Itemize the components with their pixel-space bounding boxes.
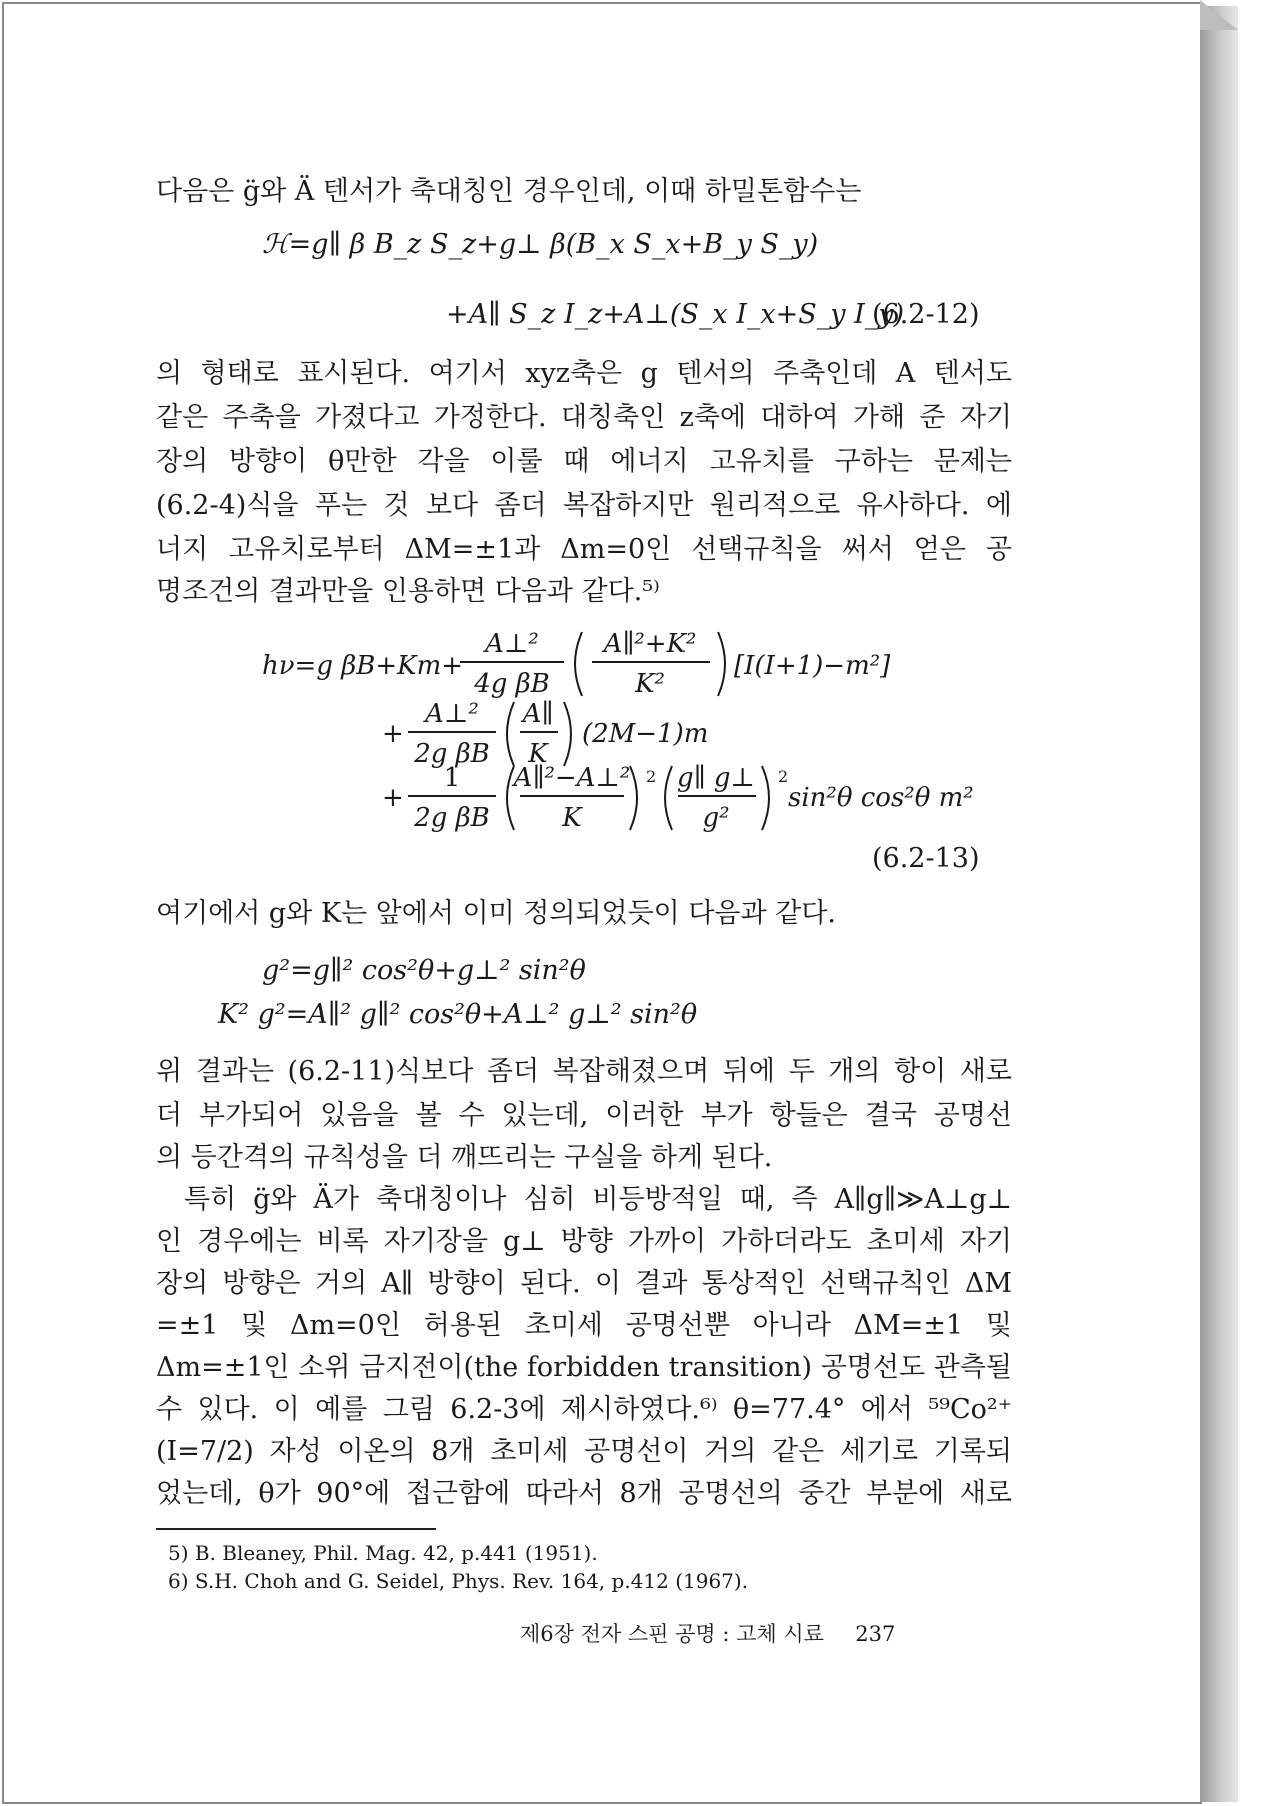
para4-line: 특히 g͏̈와 Ä가 축대칭이나 심히 비등방적일 때, 즉 A∥g∥≫A⊥g⊥	[184, 1184, 1012, 1215]
eq-6-2-12-line1: ℋ=g∥ β B_z S_z+g⊥ β(B_x S_x+B_y S_y)	[262, 229, 819, 260]
eq13-t3-b-lparen	[665, 766, 672, 830]
definition-g-squared: g²=g∥² cos²θ+g⊥² sin²θ	[262, 955, 586, 986]
eq13-t2-den: 2g βB	[414, 739, 490, 769]
eq13-t2-rparen	[564, 702, 571, 766]
eq13-t3-a-den: K	[562, 803, 582, 833]
para4-line: 장의 방향은 거의 A∥ 방향이 된다. 이 결과 통상적인 선택규칙인 ΔM	[156, 1268, 1012, 1299]
eq13-t3-b-rparen	[762, 766, 769, 830]
para3-line: 더 부가되어 있음을 볼 수 있는데, 이러한 부가 항들은 결국 공명선	[156, 1100, 1012, 1131]
eq13-t1-in-den: K²	[635, 669, 665, 699]
eq13-lhs: hν=g βB+Km+	[262, 651, 464, 681]
eq13-t3-den: 2g βB	[414, 803, 490, 833]
footnote: 6) S.H. Choh and G. Seidel, Phys. Rev. 164, p.412 (1967).	[168, 1569, 749, 1593]
para4-line: Δm=±1인 소위 금지전이(the forbidden transition) 공명선도 관측될	[156, 1352, 1012, 1383]
book-spine	[1200, 6, 1238, 1802]
para1-line: 의 형태로 표시된다. 여기서 xyz축은 g 텐서의 주축인데 A 텐서도	[156, 358, 1012, 389]
footer-chapter: 제6장 전자 스핀 공명 : 고체 시료	[520, 1622, 824, 1646]
eq13-t3-tail: sin²θ cos²θ m²	[788, 783, 974, 813]
para4-line: =±1 및 Δm=0인 허용된 초미세 공명선뿐 아니라 ΔM=±1 및	[156, 1310, 1012, 1341]
para4-line: 수 있다. 이 예를 그림 6.2-3에 제시하였다.⁶⁾ θ=77.4° 에서 ⁵⁹Co²⁺	[156, 1394, 1012, 1425]
para4-line: 인 경우에는 비록 자기장을 g⊥ 방향 가까이 가하더라도 초미세 자기	[156, 1226, 1012, 1257]
para1-line: (6.2-4)식을 푸는 것 보다 좀더 복잡하지만 원리적으로 유사하다. 에	[156, 490, 1012, 521]
eq13-t2-in-num: A∥	[522, 699, 554, 729]
eq13-plus: +	[382, 783, 404, 813]
definition-k-squared: K² g²=A∥² g∥² cos²θ+A⊥² g⊥² sin²θ	[218, 999, 698, 1030]
page-number: 237	[855, 1622, 896, 1646]
eq-6-2-12-number: (6.2-12)	[872, 299, 980, 330]
intro-line: 다음은 g͏̈와 Ä 텐서가 축대칭인 경우인데, 이때 하밀톤함수는	[156, 176, 862, 207]
eq13-t2-lparen	[507, 702, 514, 766]
running-footer	[520, 1620, 895, 1648]
eq13-t1-tail: [I(I+1)−m²]	[734, 651, 891, 681]
eq13-t3-b-exp: 2	[778, 767, 789, 786]
para1-line: 너지 고유치로부터 ΔM=±1과 Δm=0인 선택규칙을 써서 얻은 공	[156, 534, 1012, 565]
para1-line: 명조건의 결과만을 인용하면 다음과 같다.⁵⁾	[156, 576, 660, 607]
para3-line: 위 결과는 (6.2-11)식보다 좀더 복잡해졌으며 뒤에 두 개의 항이 새로	[156, 1056, 1012, 1087]
footnote-divider	[156, 1528, 436, 1530]
eq-6-2-12-line2: +A∥ S_z I_z+A⊥(S_x I_x+S_y I_y)	[446, 299, 905, 330]
eq13-t1-rparen	[718, 632, 725, 696]
eq13-t1-num: A⊥²	[485, 629, 539, 659]
para3-line: 의 등간격의 규칙성을 더 깨뜨리는 구실을 하게 된다.	[156, 1142, 773, 1173]
eq-6-2-13-number: (6.2-13)	[872, 843, 980, 874]
para4-line: (I=7/2) 자성 이온의 8개 초미세 공명선이 거의 같은 세기로 기록되	[156, 1436, 1012, 1467]
eq13-t3-b-den: g²	[702, 803, 730, 833]
para4-line: 었는데, θ가 90°에 접근함에 따라서 8개 공명선의 중간 부분에 새로	[156, 1478, 1012, 1509]
eq13-t3-a-exp: 2	[646, 767, 657, 786]
eq13-t2-num: A⊥²	[425, 699, 479, 729]
eq13-t3-num: 1	[443, 763, 461, 793]
para1-line: 같은 주축을 가졌다고 가정한다. 대칭축인 z축에 대하여 가해 준 자기	[156, 402, 1012, 433]
book-spine-corner	[1200, 0, 1238, 30]
para2-line: 여기에서 g와 K는 앞에서 이미 정의되었듯이 다음과 같다.	[156, 898, 836, 929]
eq13-t3-b-num: g∥ g⊥	[676, 763, 756, 793]
para1-line: 장의 방향이 θ만한 각을 이룰 때 에너지 고유치를 구하는 문제는	[156, 446, 1013, 477]
eq13-t3-a-num: A∥²−A⊥²	[513, 763, 631, 793]
eq13-plus: +	[382, 719, 404, 749]
eq13-t1-in-num: A∥²+K²	[603, 629, 697, 659]
eq13-t1-lparen	[575, 632, 582, 696]
eq13-t3-a-rparen	[630, 766, 637, 830]
eq13-t2-in-den: K	[528, 739, 548, 769]
eq13-t1-den: 4g βB	[474, 669, 550, 699]
footnote: 5) B. Bleaney, Phil. Mag. 42, p.441 (1951).	[168, 1541, 598, 1565]
eq13-t2-tail: (2M−1)m	[582, 719, 709, 749]
